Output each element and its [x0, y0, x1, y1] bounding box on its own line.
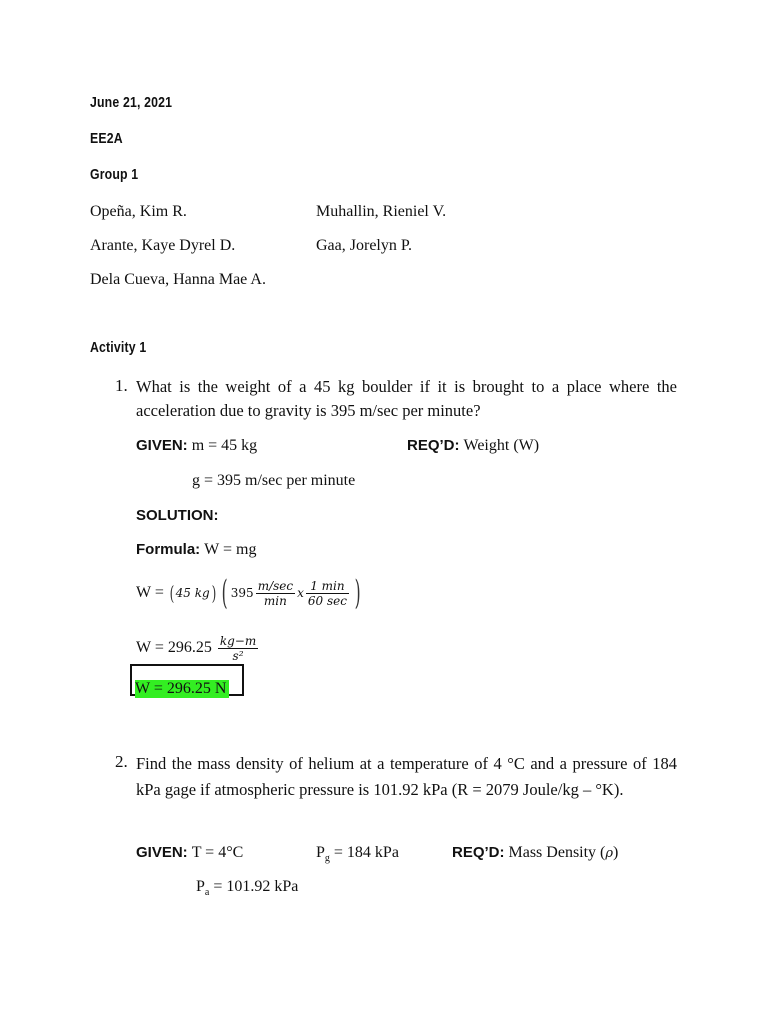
q1-step2-den: s² [232, 648, 244, 663]
q2-given-label: GIVEN: [136, 844, 188, 861]
q2-req [452, 844, 618, 862]
q1-given [136, 437, 257, 455]
q1-step1-frac1-den: min [263, 593, 287, 608]
q2-given-pg [316, 844, 399, 864]
member-5: Gaa, Jorelyn P. [316, 237, 412, 254]
q1-step1-frac2-den: 60 sec [307, 593, 347, 608]
q2-pg-subscript: g [324, 853, 330, 865]
q1-req-label: REQ’D: [407, 437, 460, 454]
q2-pa-value: = 101.92 kPa [209, 878, 299, 895]
q1-answer: W = 296.25 N [135, 680, 229, 698]
q1-formula-label: Formula: [136, 541, 201, 558]
q2-pa-symbol: P [196, 878, 205, 895]
q1-req [407, 437, 539, 455]
q1-step1-frac1-num: m/sec [257, 578, 294, 593]
q2-given-t: T = 4°C [191, 844, 244, 861]
q1-step1-frac2 [306, 579, 349, 608]
q2-req-rho: ρ [605, 846, 614, 861]
q2-req-value: Mass Density ( [508, 844, 606, 861]
member-3: Dela Cueva, Hanna Mae A. [90, 271, 266, 288]
q1-text: What is the weight of a 45 kg boulder if it is brought to a place where the acceleration due to gravity is 395 m/sec per minute? [136, 377, 677, 420]
paren-close-icon: ) [211, 581, 216, 605]
q1-solution-label: SOLUTION: [136, 507, 219, 524]
group-name: Group 1 [90, 166, 139, 183]
q1-step2-equation [136, 628, 260, 668]
q1-step1-mass: 45 kg [175, 586, 210, 600]
q2-given-pa [196, 878, 298, 898]
q1-req-value: Weight (W) [463, 437, 540, 454]
q1-step1-equation [136, 573, 364, 613]
q2-req-label: REQ’D: [452, 844, 505, 861]
q2-req-close: ) [613, 844, 619, 861]
q1-step1-times: x [297, 586, 304, 600]
q1-formula-eq: W = mg [204, 541, 257, 558]
q2-given [136, 844, 243, 862]
big-paren-close-icon: ) [354, 573, 361, 613]
q2-pg-symbol: P [316, 844, 325, 861]
q1-step1-frac1 [256, 579, 295, 608]
q2-number: 2. [115, 752, 128, 771]
q1-step1-g: 395 [230, 586, 254, 600]
member-1: Opeña, Kim R. [90, 203, 187, 220]
member-2: Arante, Kaye Dyrel D. [90, 237, 236, 254]
q1-number: 1. [115, 376, 128, 395]
q2-pa-subscript: a [204, 887, 210, 899]
q1-step1-frac2-num: 1 min [306, 579, 349, 594]
q1-given-m: m = 45 kg [191, 437, 258, 454]
q1-step2-frac [218, 634, 258, 663]
q2-text: Find the mass density of helium at a temperature of 4 °C and a pressure of 184 kPa gage if atmospheric pressure is 101.92 kPa (R = 2079 Joule/kg – °K). [136, 754, 677, 799]
q1-formula [136, 541, 256, 559]
q1-step1-lhs: W = [136, 584, 164, 601]
q1-given-label: GIVEN: [136, 437, 188, 454]
big-paren-open-icon: ( [221, 573, 228, 613]
date: June 21, 2021 [90, 94, 173, 111]
q1-step2-lhs: W = 296.25 [136, 639, 212, 656]
member-4: Muhallin, Rieniel V. [316, 203, 447, 220]
paren-open-icon: ( [169, 581, 175, 605]
q1-step2-num: kg−m [219, 633, 257, 648]
activity-title: Activity 1 [90, 339, 147, 356]
q1-given-g: g = 395 m/sec per minute [192, 472, 356, 489]
q2-pg-value: = 184 kPa [329, 844, 399, 861]
section: EE2A [90, 130, 123, 147]
